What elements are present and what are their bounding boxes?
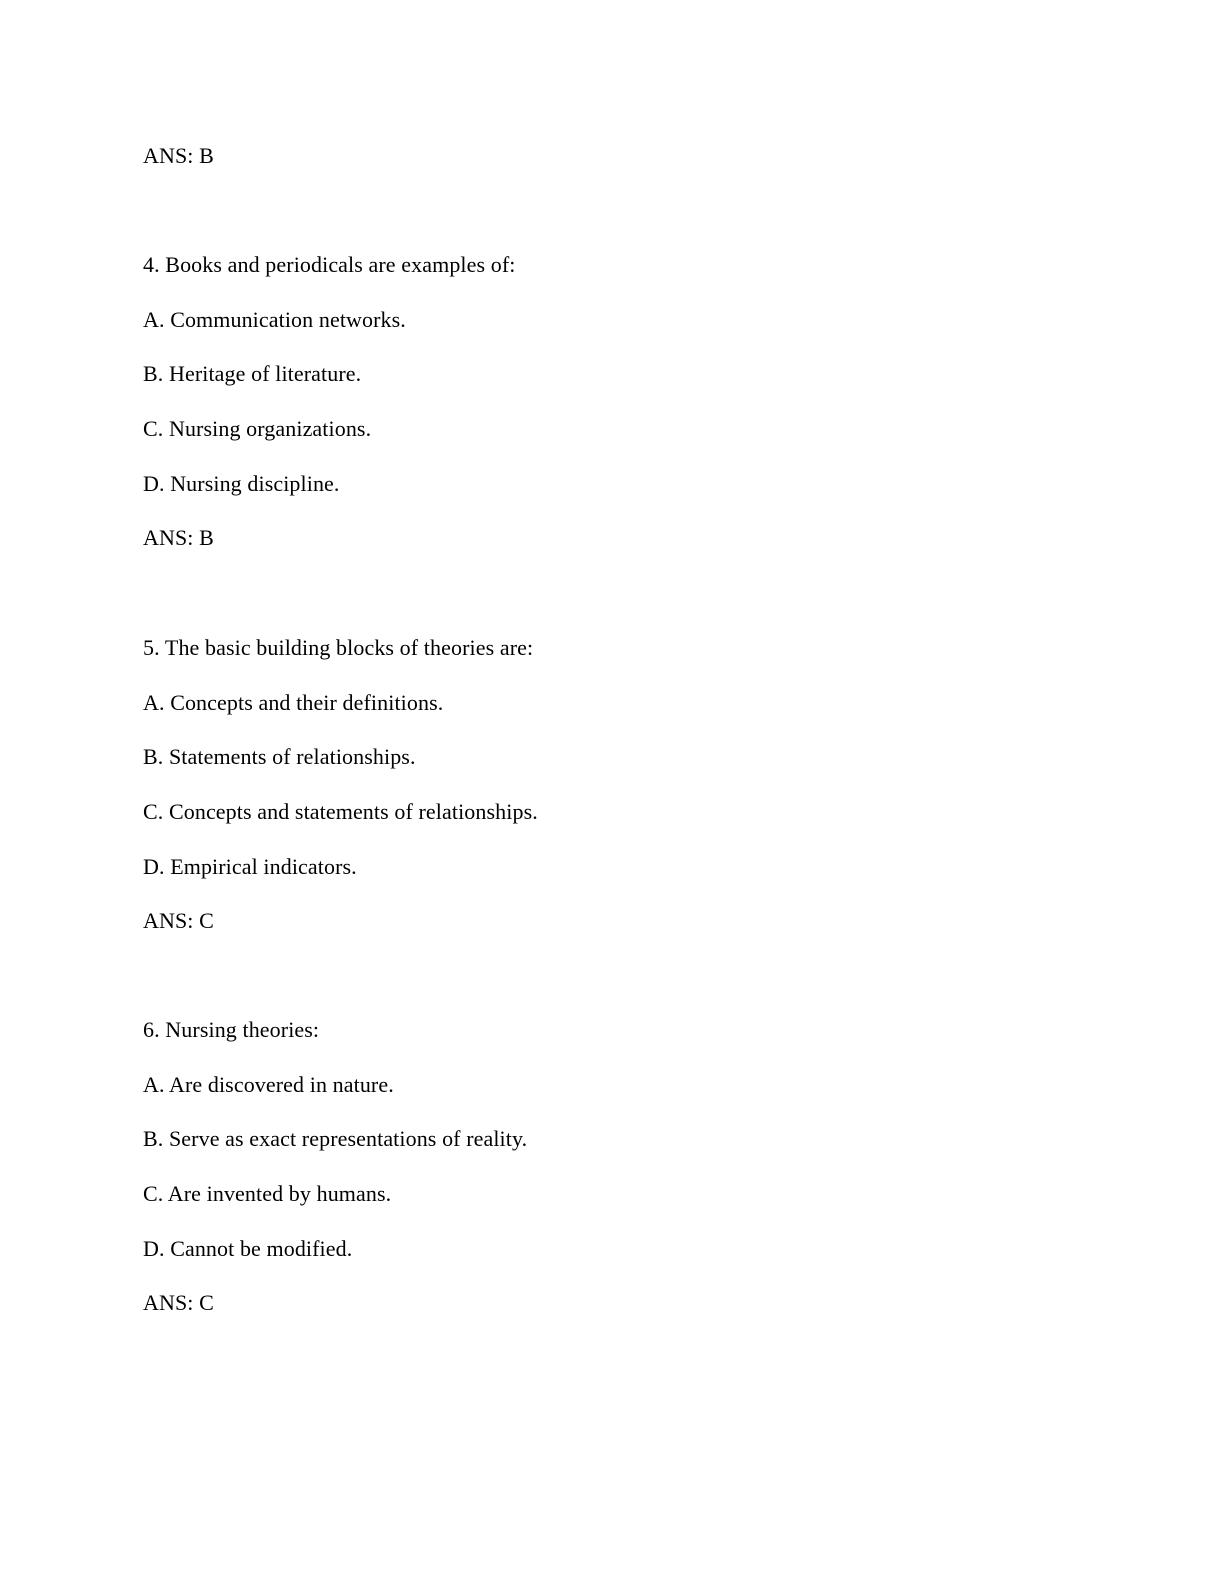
answer-option: D. Nursing discipline. (143, 471, 340, 496)
answer-line: ANS: C (143, 1290, 214, 1315)
question-stem: 5. The basic building blocks of theories are: (143, 635, 534, 660)
question-stem: 6. Nursing theories: (143, 1017, 320, 1042)
answer-option: A. Concepts and their definitions. (143, 690, 444, 715)
question-stem: 4. Books and periodicals are examples of: (143, 252, 516, 277)
answer-option: D. Cannot be modified. (143, 1236, 353, 1261)
answer-option: A. Are discovered in nature. (143, 1072, 394, 1097)
answer-option: B. Statements of relationships. (143, 744, 416, 769)
answer-option: C. Concepts and statements of relationships. (143, 799, 538, 824)
answer-option: C. Nursing organizations. (143, 416, 372, 441)
answer-option: B. Heritage of literature. (143, 361, 362, 386)
answer-option: D. Empirical indicators. (143, 854, 357, 879)
answer-option: B. Serve as exact representations of reality. (143, 1126, 528, 1151)
answer-line: ANS: C (143, 908, 214, 933)
answer-line: ANS: B (143, 143, 214, 168)
answer-option: C. Are invented by humans. (143, 1181, 392, 1206)
answer-line: ANS: B (143, 525, 214, 550)
answer-option: A. Communication networks. (143, 307, 406, 332)
